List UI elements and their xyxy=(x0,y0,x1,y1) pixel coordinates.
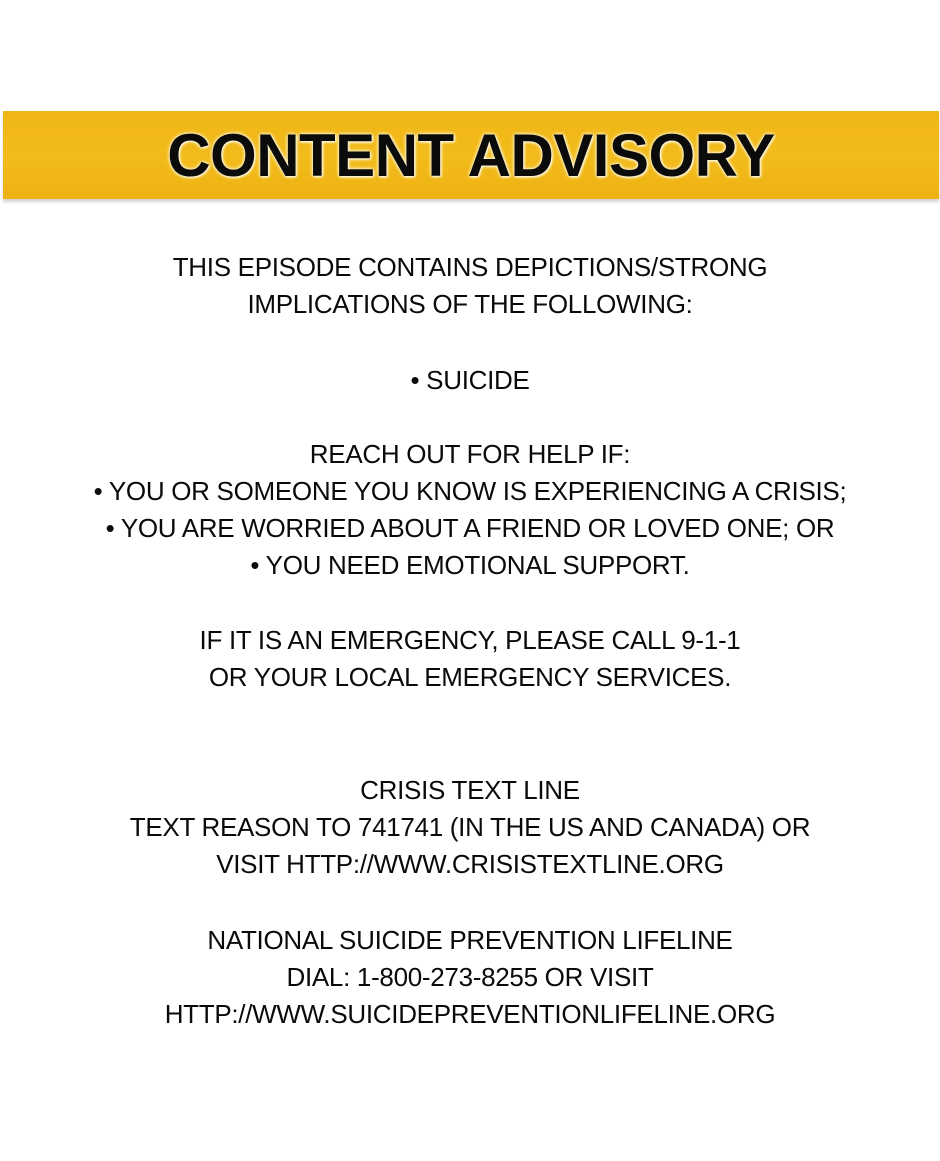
help-item-worried: • YOU ARE WORRIED ABOUT A FRIEND OR LOVED ONE; OR xyxy=(105,513,835,543)
intro-line-1: THIS EPISODE CONTAINS DEPICTIONS/STRONG xyxy=(172,252,768,282)
crisis-text-line-instructions: TEXT REASON TO 741741 (IN THE US AND CANADA) OR xyxy=(129,812,811,842)
topic-item-suicide: • SUICIDE xyxy=(410,365,530,395)
advisory-banner xyxy=(3,111,939,199)
banner-title: CONTENT ADVISORY xyxy=(167,122,775,189)
lifeline-phone: DIAL: 1-800-273-8255 OR VISIT xyxy=(286,962,654,992)
help-item-crisis: • YOU OR SOMEONE YOU KNOW IS EXPERIENCING A CRISIS; xyxy=(93,476,847,506)
emergency-line-2: OR YOUR LOCAL EMERGENCY SERVICES. xyxy=(208,662,732,692)
lifeline-link[interactable]: HTTP://WWW.SUICIDEPREVENTIONLIFELINE.ORG xyxy=(164,999,776,1029)
help-heading: REACH OUT FOR HELP IF: xyxy=(309,439,631,469)
help-item-support: • YOU NEED EMOTIONAL SUPPORT. xyxy=(250,550,690,580)
crisis-text-line-name: CRISIS TEXT LINE xyxy=(360,775,580,805)
emergency-line-1: IF IT IS AN EMERGENCY, PLEASE CALL 9-1-1 xyxy=(199,625,741,655)
intro-line-2: IMPLICATIONS OF THE FOLLOWING: xyxy=(247,289,693,319)
crisis-text-line-link[interactable]: VISIT HTTP://WWW.CRISISTEXTLINE.ORG xyxy=(216,849,724,879)
lifeline-name: NATIONAL SUICIDE PREVENTION LIFELINE xyxy=(207,925,733,955)
